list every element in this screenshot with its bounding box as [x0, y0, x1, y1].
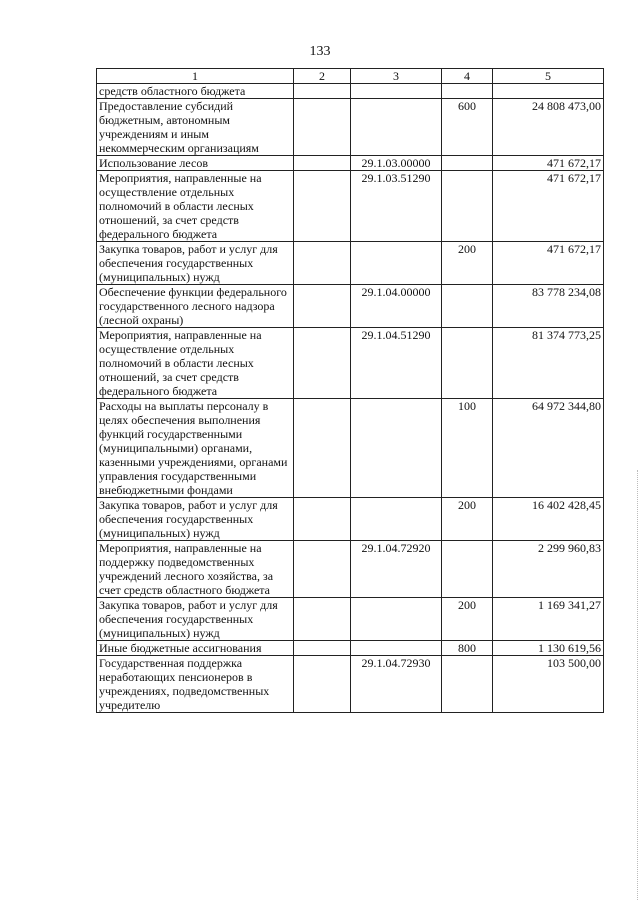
row-amount-cell: 2 299 960,83 [493, 541, 604, 598]
row-name-cell: Закупка товаров, работ и услуг для обеспечения государственных (муниципальных) нужд [97, 242, 294, 285]
row-col2-cell [294, 156, 351, 171]
row-name-cell: Расходы на выплаты персоналу в целях обеспечения выполнения функций государственными (муниципальными) органами, казенными учреждениями, органами управления государственными внебюджетными фондами [97, 399, 294, 498]
row-code-cell: 29.1.04.00000 [351, 285, 442, 328]
row-name-cell: Предоставление субсидий бюджетным, автономным учреждениям и иным некоммерческим организациям [97, 99, 294, 156]
row-col2-cell [294, 498, 351, 541]
table-row [97, 171, 604, 242]
row-expense-type-cell [442, 285, 493, 328]
row-code-cell [351, 641, 442, 656]
row-name-cell: Обеспечение функции федерального государственного лесного надзора (лесной охраны) [97, 285, 294, 328]
row-amount-cell: 16 402 428,45 [493, 498, 604, 541]
row-name-cell: Мероприятия, направленные на осуществление отдельных полномочий в области лесных отношений, за счет средств федерального бюджета [97, 171, 294, 242]
row-expense-type-cell: 600 [442, 99, 493, 156]
row-amount-cell: 1 130 619,56 [493, 641, 604, 656]
table-row [97, 285, 604, 328]
row-code-cell [351, 242, 442, 285]
row-amount-cell: 103 500,00 [493, 656, 604, 713]
header-col-4: 4 [442, 69, 493, 84]
row-col2-cell [294, 641, 351, 656]
header-col-1: 1 [97, 69, 294, 84]
row-col2-cell [294, 84, 351, 99]
header-col-2: 2 [294, 69, 351, 84]
table-row [97, 598, 604, 641]
row-expense-type-cell [442, 541, 493, 598]
row-name-cell: Государственная поддержка неработающих пенсионеров в учреждениях, подведомственных учредителю [97, 656, 294, 713]
row-expense-type-cell: 100 [442, 399, 493, 498]
row-code-cell: 29.1.03.51290 [351, 171, 442, 242]
row-code-cell [351, 498, 442, 541]
scan-edge-mark [636, 470, 638, 900]
row-amount-cell: 1 169 341,27 [493, 598, 604, 641]
row-name-cell: Закупка товаров, работ и услуг для обеспечения государственных (муниципальных) нужд [97, 598, 294, 641]
row-col2-cell [294, 242, 351, 285]
row-col2-cell [294, 656, 351, 713]
row-amount-cell: 83 778 234,08 [493, 285, 604, 328]
table-row [97, 541, 604, 598]
row-amount-cell: 64 972 344,80 [493, 399, 604, 498]
row-code-cell [351, 84, 442, 99]
row-code-cell [351, 99, 442, 156]
row-amount-cell: 81 374 773,25 [493, 328, 604, 399]
row-expense-type-cell [442, 156, 493, 171]
row-col2-cell [294, 99, 351, 156]
row-name-cell: Мероприятия, направленные на поддержку подведомственных учреждений лесного хозяйства, за счет средств областного бюджета [97, 541, 294, 598]
row-code-cell [351, 598, 442, 641]
row-name-cell: Иные бюджетные ассигнования [97, 641, 294, 656]
budget-table [96, 68, 604, 713]
table-row [97, 399, 604, 498]
row-col2-cell [294, 598, 351, 641]
row-code-cell: 29.1.04.51290 [351, 328, 442, 399]
row-amount-cell: 471 672,17 [493, 171, 604, 242]
table-row [97, 99, 604, 156]
row-amount-cell [493, 84, 604, 99]
row-code-cell [351, 399, 442, 498]
table-row [97, 156, 604, 171]
table-row [97, 242, 604, 285]
page-number: 133 [309, 44, 331, 59]
row-expense-type-cell [442, 328, 493, 399]
header-col-5: 5 [493, 69, 604, 84]
row-amount-cell: 471 672,17 [493, 242, 604, 285]
row-code-cell: 29.1.03.00000 [351, 156, 442, 171]
row-name-cell: Использование лесов [97, 156, 294, 171]
row-expense-type-cell: 200 [442, 498, 493, 541]
row-amount-cell: 24 808 473,00 [493, 99, 604, 156]
table-row [97, 328, 604, 399]
table-row [97, 498, 604, 541]
row-expense-type-cell: 200 [442, 598, 493, 641]
row-expense-type-cell [442, 171, 493, 242]
row-amount-cell: 471 672,17 [493, 156, 604, 171]
row-col2-cell [294, 328, 351, 399]
row-expense-type-cell [442, 84, 493, 99]
row-expense-type-cell [442, 656, 493, 713]
row-name-cell: Закупка товаров, работ и услуг для обеспечения государственных (муниципальных) нужд [97, 498, 294, 541]
table-row [97, 84, 604, 99]
table-row [97, 656, 604, 713]
row-name-cell: средств областного бюджета [97, 84, 294, 99]
row-code-cell: 29.1.04.72930 [351, 656, 442, 713]
row-expense-type-cell: 800 [442, 641, 493, 656]
table-header-row [97, 69, 604, 84]
table-row [97, 641, 604, 656]
row-col2-cell [294, 171, 351, 242]
row-col2-cell [294, 285, 351, 328]
row-col2-cell [294, 399, 351, 498]
row-expense-type-cell: 200 [442, 242, 493, 285]
row-col2-cell [294, 541, 351, 598]
row-name-cell: Мероприятия, направленные на осуществление отдельных полномочий в области лесных отношений, за счет средств федерального бюджета [97, 328, 294, 399]
row-code-cell: 29.1.04.72920 [351, 541, 442, 598]
header-col-3: 3 [351, 69, 442, 84]
